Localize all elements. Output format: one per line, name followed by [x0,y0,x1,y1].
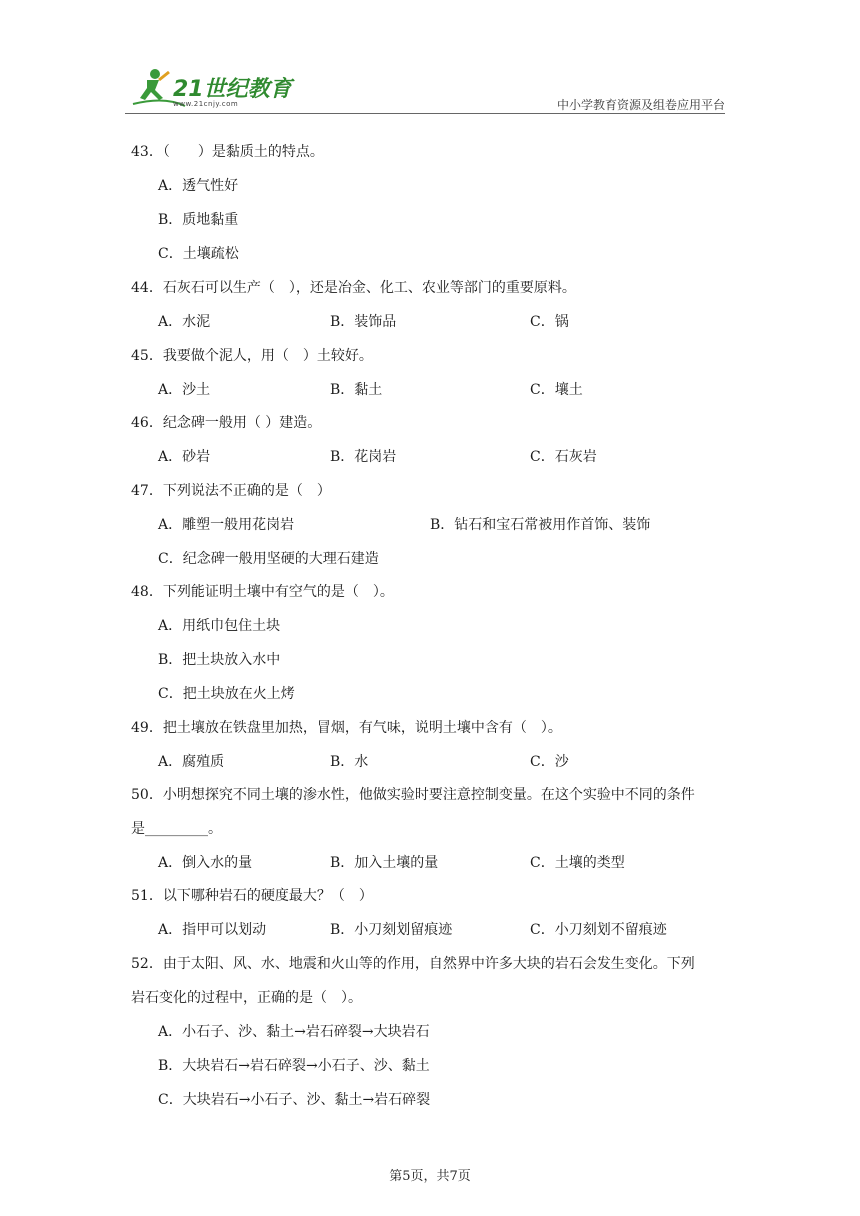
question-stem: 49．把土壤放在铁盘里加热，冒烟，有气味，说明土壤中含有（ ）。 [131,720,562,736]
answer-option[interactable]: C．锅 [530,314,569,330]
answer-option[interactable]: A．小石子、沙、黏土→岩石碎裂→大块岩石 [158,1024,430,1040]
answer-option[interactable]: B．加入土壤的量 [330,855,439,871]
answer-option[interactable]: B．装饰品 [330,314,397,330]
answer-option[interactable]: A．腐殖质 [158,754,225,770]
answer-option[interactable]: C．把土块放在火上烤 [158,686,295,702]
answer-option[interactable]: B．水 [330,754,369,770]
answer-option[interactable]: A．沙土 [158,382,211,398]
answer-option[interactable]: A．雕塑一般用花岗岩 [158,517,295,533]
question-stem: 47．下列说法不正确的是（ ） [131,483,331,499]
logo-url: www.21cnjy.com [173,100,239,108]
page-header [125,66,725,116]
answer-option[interactable]: A．指甲可以划动 [158,922,267,938]
question-stem: 51．以下哪种岩石的硬度最大？（ ） [131,888,373,904]
question-stem: 46．纪念碑一般用（ ）建造。 [131,415,322,431]
answer-option[interactable]: A．透气性好 [158,178,239,194]
answer-option[interactable]: B．钻石和宝石常被用作首饰、装饰 [430,517,651,533]
answer-option[interactable]: B．质地黏重 [158,212,239,228]
question-stem-continued: 岩石变化的过程中，正确的是（ ）。 [131,990,362,1006]
answer-option[interactable]: A．砂岩 [158,449,211,465]
answer-option[interactable]: B．大块岩石→岩石碎裂→小石子、沙、黏土 [158,1058,430,1074]
question-stem: 52．由于太阳、风、水、地震和火山等的作用，自然界中许多大块的岩石会发生变化。下列 [131,956,695,972]
answer-option[interactable]: C．土壤的类型 [530,855,625,871]
answer-option[interactable]: C．沙 [530,754,569,770]
page-number: 第5页，共7页 [389,1169,471,1184]
answer-option[interactable]: C．石灰岩 [530,449,597,465]
answer-option[interactable]: C．大块岩石→小石子、沙、黏土→岩石碎裂 [158,1092,431,1108]
answer-option[interactable]: B．花岗岩 [330,449,397,465]
question-stem: 45．我要做个泥人，用（ ）土较好。 [131,348,373,364]
answer-option[interactable]: A．水泥 [158,314,211,330]
header-divider [125,113,725,114]
answer-option[interactable]: B．把土块放入水中 [158,652,281,668]
answer-option[interactable]: B．黏土 [330,382,383,398]
platform-label: 中小学教育资源及组卷应用平台 [556,98,725,112]
question-stem: 48．下列能证明土壤中有空气的是（ ）。 [131,584,394,600]
question-stem: 43．（ ）是黏质土的特点。 [131,144,324,160]
answer-option[interactable]: A．倒入水的量 [158,855,253,871]
question-stem: 50．小明想探究不同土壤的渗水性，他做实验时要注意控制变量。在这个实验中不同的条件 [131,787,695,803]
answer-option[interactable]: C．壤土 [530,382,583,398]
answer-option[interactable]: C．小刀刻划不留痕迹 [530,922,667,938]
question-stem: 44．石灰石可以生产（ ），还是冶金、化工、农业等部门的重要原料。 [131,280,576,296]
answer-option[interactable]: C．土壤疏松 [158,246,239,262]
svg-text:21世纪教育: 21世纪教育 [173,77,292,102]
question-stem-continued: 是_________。 [131,821,222,837]
answer-option[interactable]: C．纪念碑一般用坚硬的大理石建造 [158,551,379,567]
answer-option[interactable]: A．用纸巾包住土块 [158,618,281,634]
answer-option[interactable]: B．小刀刻划留痕迹 [330,922,453,938]
